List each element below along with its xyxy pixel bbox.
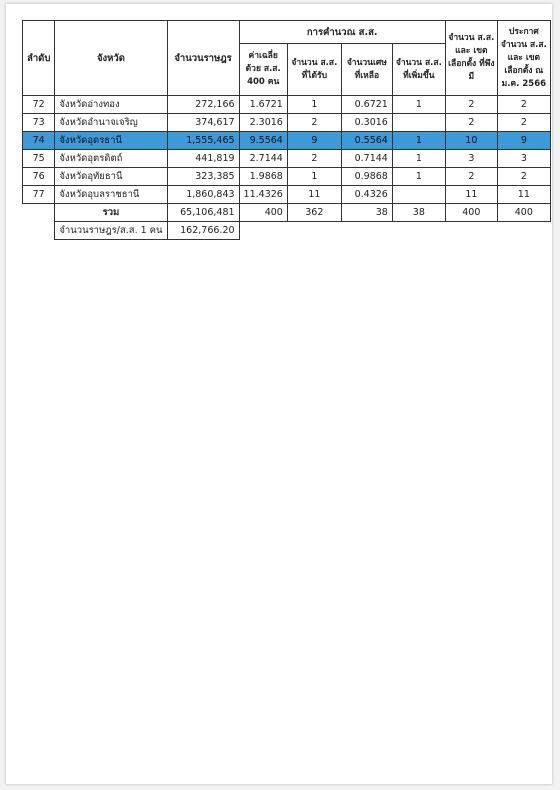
- table-row: [23, 96, 551, 114]
- per-seat-value: 162,766.20: [167, 222, 239, 240]
- table-row: [23, 114, 551, 132]
- row-remainder: 0.3016: [341, 114, 392, 132]
- row-no: 75: [23, 150, 55, 168]
- row-announced: 11: [497, 186, 550, 204]
- row-province: จังหวัดอุทัยธานี: [55, 168, 167, 186]
- row-no: 73: [23, 114, 55, 132]
- row-districts: 3: [445, 150, 497, 168]
- per-seat-label: จำนวนราษฎร/ส.ส. 1 คน: [55, 222, 167, 240]
- seat-allocation-table: [22, 20, 551, 240]
- row-no: 72: [23, 96, 55, 114]
- row-avg: 11.4326: [239, 186, 287, 204]
- row-seats: 2: [287, 150, 341, 168]
- total-label: รวม: [55, 204, 167, 222]
- row-population: 374,617: [167, 114, 239, 132]
- row-remainder: 0.7144: [341, 150, 392, 168]
- total-empty-cell: [23, 204, 55, 222]
- row-remainder: 0.9868: [341, 168, 392, 186]
- header-row-1: [23, 21, 551, 44]
- row-remainder: 0.6721: [341, 96, 392, 114]
- row-province: จังหวัดอำนาจเจริญ: [55, 114, 167, 132]
- row-seats: 1: [287, 168, 341, 186]
- row-remainder: 0.4326: [341, 186, 392, 204]
- per-seat-row: [23, 222, 551, 240]
- row-announced: 2: [497, 168, 550, 186]
- header-calc-group: การคำนวณ ส.ส.: [239, 21, 445, 44]
- row-no: 74: [23, 132, 55, 150]
- row-announced: 2: [497, 114, 550, 132]
- row-no: 77: [23, 186, 55, 204]
- row-added: 1: [392, 168, 445, 186]
- row-avg: 9.5564: [239, 132, 287, 150]
- row-districts: 11: [445, 186, 497, 204]
- header-province: จังหวัด: [55, 21, 167, 96]
- row-avg: 1.6721: [239, 96, 287, 114]
- table-body: [23, 96, 551, 204]
- row-avg: 1.9868: [239, 168, 287, 186]
- header-avg: ค่าเฉลี่ย ด้วย ส.ส. 400 คน: [239, 44, 287, 96]
- row-population: 323,385: [167, 168, 239, 186]
- row-added: 1: [392, 132, 445, 150]
- header-seats-got: จำนวน ส.ส. ที่ได้รับ: [287, 44, 341, 96]
- row-avg: 2.7144: [239, 150, 287, 168]
- document-page: [6, 4, 552, 784]
- row-province: จังหวัดอุตรดิตถ์: [55, 150, 167, 168]
- row-added: [392, 114, 445, 132]
- total-remainder: 38: [341, 204, 392, 222]
- total-population: 65,106,481: [167, 204, 239, 222]
- total-row: [23, 204, 551, 222]
- row-districts: 2: [445, 168, 497, 186]
- row-seats: 9: [287, 132, 341, 150]
- total-announced: 400: [497, 204, 550, 222]
- row-province: จังหวัดอุบลราชธานี: [55, 186, 167, 204]
- row-added: 1: [392, 150, 445, 168]
- total-avg: 400: [239, 204, 287, 222]
- row-population: 272,166: [167, 96, 239, 114]
- row-population: 441,819: [167, 150, 239, 168]
- row-remainder: 0.5564: [341, 132, 392, 150]
- total-seats: 362: [287, 204, 341, 222]
- header-remainder: จำนวนเศษ ที่เหลือ: [341, 44, 392, 96]
- per-seat-empty-span: [239, 222, 550, 240]
- table-row: [23, 150, 551, 168]
- row-added: [392, 186, 445, 204]
- header-announced: ประกาศ จำนวน ส.ส. และ เขตเลือกตั้ง ณ ม.ค. 2566: [497, 21, 550, 96]
- row-announced: 9: [497, 132, 550, 150]
- row-seats: 2: [287, 114, 341, 132]
- table-row: [23, 186, 551, 204]
- header-no: ลำดับ: [23, 21, 55, 96]
- row-added: 1: [392, 96, 445, 114]
- row-population: 1,555,465: [167, 132, 239, 150]
- row-seats: 11: [287, 186, 341, 204]
- per-seat-empty-cell: [23, 222, 55, 240]
- total-added: 38: [392, 204, 445, 222]
- total-districts: 400: [445, 204, 497, 222]
- table-row: [23, 168, 551, 186]
- row-announced: 2: [497, 96, 550, 114]
- row-avg: 2.3016: [239, 114, 287, 132]
- row-province: จังหวัดอ่างทอง: [55, 96, 167, 114]
- row-announced: 3: [497, 150, 550, 168]
- row-districts: 2: [445, 96, 497, 114]
- table-row: [23, 132, 551, 150]
- row-population: 1,860,843: [167, 186, 239, 204]
- header-added: จำนวน ส.ส. ที่เพิ่มขึ้น: [392, 44, 445, 96]
- row-seats: 1: [287, 96, 341, 114]
- header-population: จำนวนราษฎร: [167, 21, 239, 96]
- row-districts: 10: [445, 132, 497, 150]
- row-no: 76: [23, 168, 55, 186]
- header-districts: จำนวน ส.ส. และ เขตเลือกตั้ง ที่พึงมี: [445, 21, 497, 96]
- row-province: จังหวัดอุดรธานี: [55, 132, 167, 150]
- row-districts: 2: [445, 114, 497, 132]
